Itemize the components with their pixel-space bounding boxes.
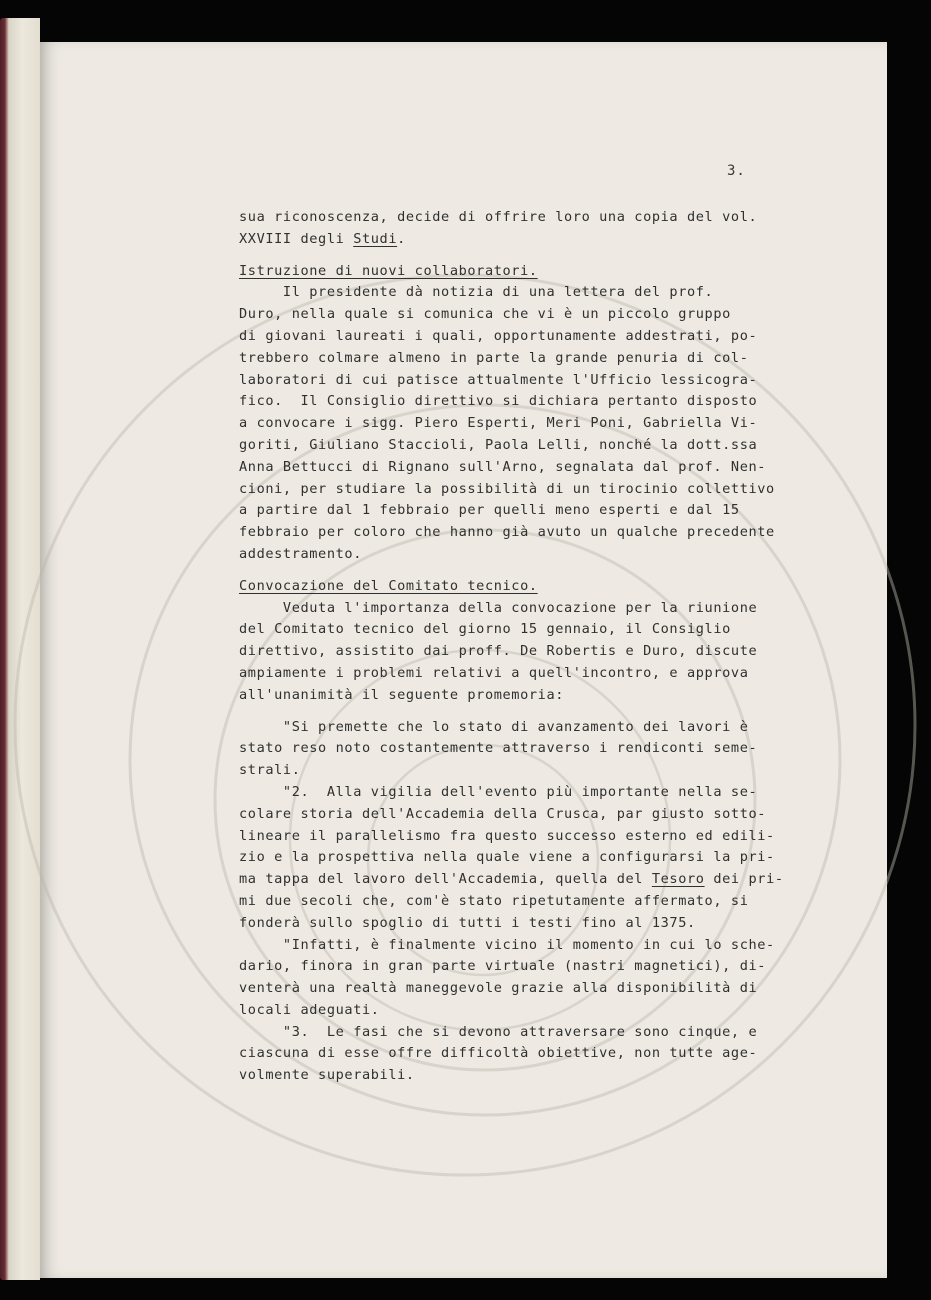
text-line: "Si premette che lo stato di avanzamento dei lavori è (239, 718, 749, 735)
text-line: goriti, Giuliano Staccioli, Paola Lelli, nonché la dott.ssa (239, 436, 758, 453)
text-line: locali adeguati. (239, 1001, 380, 1018)
text-line: Anna Bettucci di Rignano sull'Arno, segnalata dal prof. Nen- (239, 458, 767, 475)
text-line: di giovani laureati i quali, opportunamente addestrati, po- (239, 327, 758, 344)
text-line: volmente superabili. (239, 1067, 415, 1084)
text-line: "2. Alla vigilia dell'evento più importante nella se- (239, 783, 758, 800)
body-text (239, 207, 799, 1087)
text-fragment: ma tappa del lavoro dell'Accademia, quella del (239, 871, 652, 888)
text-line: ampiamente i problemi relativi a quell'incontro, e approva (239, 664, 749, 681)
text-line: mi due secoli che, com'è stato ripetutamente affermato, si (239, 892, 749, 909)
text-line: sua riconoscenza, decide di offrire loro una copia del vol. (239, 209, 758, 225)
section-heading: Istruzione di nuovi collaboratori. (239, 262, 538, 279)
text-line (239, 229, 799, 251)
text-line: del Comitato tecnico del giorno 15 gennaio, il Consiglio (239, 621, 731, 638)
text-line: a partire dal 1 febbraio per quelli meno esperti e dal 15 (239, 502, 740, 519)
text-line: venterà una realtà maneggevole grazie alla disponibilità di (239, 980, 758, 997)
text-line: lineare il parallelismo fra questo successo esterno ed edili- (239, 827, 775, 844)
text-line: cioni, per studiare la possibilità di un tirocinio collettivo (239, 480, 775, 497)
line-gap (239, 566, 799, 576)
text-line: a convocare i sigg. Piero Esperti, Meri Poni, Gabriella Vi- (239, 415, 758, 432)
text-line: direttivo, assistito dai proff. De Robertis e Duro, discute (239, 643, 758, 660)
text-line: fonderà sullo spoglio di tutti i testi fino al 1375. (239, 914, 696, 931)
line-gap (239, 707, 799, 717)
text-line: trebbero colmare almeno in parte la grande penuria di col- (239, 349, 749, 366)
text-line: Duro, nella quale si comunica che vi è un piccolo gruppo (239, 306, 731, 323)
text-fragment: dei pri- (704, 871, 784, 888)
line-gap (239, 251, 799, 261)
text-fragment: XXVIII degli (239, 230, 354, 247)
text-line: febbraio per coloro che hanno già avuto un qualche precedente (239, 524, 775, 541)
page-number: 3. (727, 163, 746, 179)
text-line: addestramento. (239, 545, 362, 562)
text-line: "Infatti, è finalmente vicino il momento in cui lo sche- (239, 936, 775, 953)
text-line: ciascuna di esse offre difficoltà obiettive, non tutte age- (239, 1045, 758, 1062)
text-line: Il presidente dà notizia di una lettera del prof. (239, 284, 714, 301)
underlined-title: Tesoro (651, 871, 705, 888)
text-line: zio e la prospettiva nella quale viene a configurarsi la pri- (239, 849, 775, 866)
text-fragment: . (397, 230, 406, 247)
section-heading: Convocazione del Comitato tecnico. (239, 577, 538, 594)
text-line: laboratori di cui patisce attualmente l'Ufficio lessicogra- (239, 371, 758, 388)
text-line: dario, finora in gran parte virtuale (nastri magnetici), di- (239, 958, 767, 975)
text-line: "3. Le fasi che si devono attraversare sono cinque, e (239, 1023, 758, 1040)
text-line (239, 869, 799, 891)
text-line: Veduta l'importanza della convocazione per la riunione (239, 599, 758, 616)
text-line: strali. (239, 762, 301, 779)
text-line: fico. Il Consiglio direttivo si dichiara pertanto disposto (239, 393, 758, 410)
underlined-title: Studi (353, 230, 398, 247)
text-line: stato reso noto costantemente attraverso i rendiconti seme- (239, 740, 758, 757)
text-line: all'unanimità il seguente promemoria: (239, 686, 565, 703)
left-page-edge (0, 18, 40, 1280)
text-line: colare storia dell'Accademia della Crusca, par giusto sotto- (239, 805, 767, 822)
